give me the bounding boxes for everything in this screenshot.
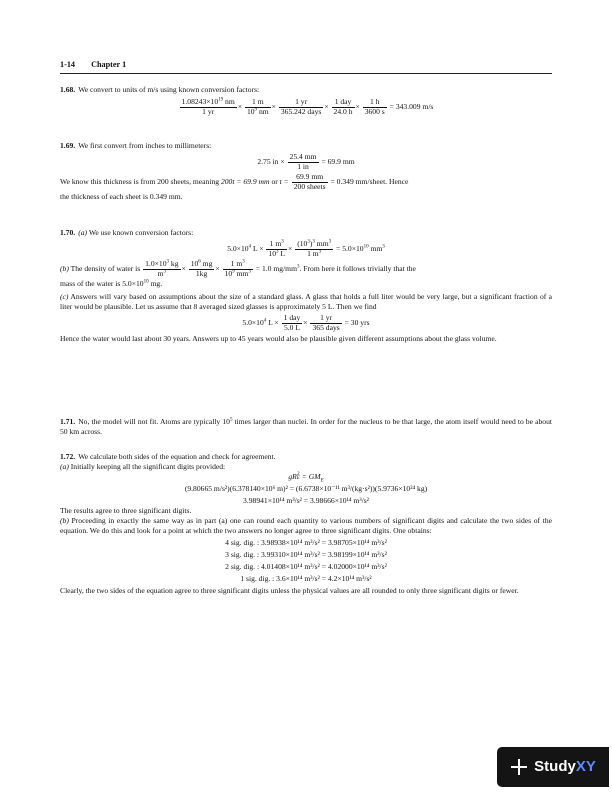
- problem-number: 1.70.: [60, 228, 76, 237]
- brand-name: Study: [534, 758, 576, 776]
- problem-conclusion: Clearly, the two sides of the equation agree to three significant digits unless the physical values are all rounded to only three significant digits or fewer.: [60, 586, 519, 596]
- problem-number: 1.72.: [60, 452, 76, 461]
- problem-number: 1.71.: [60, 417, 76, 426]
- equation-values: (9.80665 m/s²)(6.378140×10⁶ m)² = (6.6738×10⁻¹¹ m³/(kg·s²))(5.9736×10²⁴ kg): [184, 484, 428, 494]
- problem-1-69: [60, 141, 552, 202]
- equation-speed: $\frac{1.08243\times 10^{19} nm}{1 yr}$ × $\frac{1 m}{10^9 nm}$ × $\frac{1 yr}{\text{365.242 days}}$ × $\frac{\text{1 day}}{24.0 h}$ × $\frac{1 h}{3600 s}$ = 343.009 m/s: [181, 97, 434, 116]
- result-text: The results agree to three significant digits.: [60, 506, 192, 516]
- running-head: [60, 60, 552, 74]
- problem-intro: We first convert from inches to millimeters:: [78, 141, 212, 150]
- density-text: (b) The density of water is $\frac{1.0\times 10^3 kg}{m^3}$ × $\frac{10^6 mg}{1kg}$ × $\frac{1 m^3}{10^9 mm^3}$ = 1.0 $mg/mm^3$. From here it follows trivially that the: [60, 259, 416, 279]
- problem-1-68: [60, 85, 552, 116]
- chapter-title: Chapter 1: [91, 60, 127, 69]
- mass-text: mass of the water is $5.0\times 10^{10}$ mg.: [60, 278, 163, 288]
- problem-1-71: 1.71. No, the model will not fit. Atoms are typically $10^5$ times larger than nuclei. In order for the nucleus to be that large, the atom itself would need to be about 50 km across.: [60, 417, 552, 437]
- problem-text: We know this thickness is from 200 sheets, meaning 200t = 69.9 mm or t = $\frac{69.9 mm}{\text{200 sheets}}$ = 0.349 mm/sheet. Hence: [60, 172, 409, 192]
- problem-conclusion: the thickness of each sheet is 0.349 mm.: [60, 191, 183, 201]
- equation-inches: 2.75 in × $\frac{25.4 mm}{1 in}$ = 69.9 mm: [257, 152, 355, 171]
- brand-name-accent: XY: [575, 758, 596, 776]
- assumption-text: (c) Answers will vary based on assumptions about the size of a standard glass. A glass that holds a full liter would be very large, but a significant fraction of a liter would be plausible. Let us assume that 8 averaged sized glasses is approximately 5 L. Then we find: [60, 291, 553, 311]
- sig-dig-row: 1 sig. dig. : 3.6×10¹⁴ m³/s² = 4.2×10¹⁴ m³/s²: [240, 574, 372, 584]
- sig-dig-row: 2 sig. dig. : 4.01408×10¹⁴ m³/s² = 4.02000×10¹⁴ m³/s²: [225, 562, 387, 572]
- equation-gravity: gR 2 E = $GM_E$: [288, 471, 324, 484]
- problem-conclusion: Hence the water would last about 30 years. Answers up to 45 years would also be plausible given different assumptions about the glass volume.: [60, 334, 497, 344]
- problem-number: 1.69.: [60, 141, 76, 150]
- problem-number: 1.68.: [60, 85, 76, 94]
- problem-1-72: 1.72. We calculate both sides of the equation and check for agreement. (a) Initially keeping all the significant digits provided: gR 2 E = $GM_E$ (9.80665 m/s²)(6.378140×10⁶ m)² = (6.6738×10⁻¹¹ m³/(kg·s²))(5.9736×10²⁴ kg) 3.98941×10¹⁴ m³/s² = 3.98666×10¹⁴ m³/s² The results agree to three significant digits. (b) Proceeding in exactly the same way as in part (a) one can round each quantity to various numbers of significant digits and calculate the two sides of the equation. We do this and look for a point at which the two answers no longer agree to three significant digits. One obtains: 4 sig. dig. : 3.98938×10¹⁴ m³/s² = 3.98705×10¹⁴ m³/s² 3 sig. dig. : 3.99310×10¹⁴ m³/s² = 3.98199×10¹⁴ m³/s² 2 sig. dig. : 4.01408×10¹⁴ m³/s² = 4.02000×10¹⁴ m³/s² 1 sig. dig. : 3.6×10¹⁴ m³/s² = 4.2×10¹⁴ m³/s² Clearly, the two sides of the equation agree to three significant digits unless the physical values are all rounded to only three significant digits or fewer.: [60, 452, 552, 596]
- problem-1-70: 1.70. (a) We use known conversion factors: $5.0\times 10^4$ L × $\frac{1 m^3}{10^3 L}$ × $\frac{(10^3)^3 mm^3}{1 m^3}$ = $5.0\times 10^{10}$ $mm^3$ (b) The density of water is $\frac{1.0\times 10^3 kg}{m^3}$ × $\frac{10^6 mg}{1kg}$ × $\frac{1 m^3}{10^9 mm^3}$ = 1.0 $mg/mm^3$. From here it follows trivially that the mass of the water is $5.0\times 10^{10}$ mg. (c) Answers will vary based on assumptions about the size of a standard glass. A glass that holds a full liter would be very large, but a significant fraction of a liter would be plausible. Let us assume that 8 averaged sized glasses is approximately 5 L. Then we find $5.0\times 10^4$ L × $\frac{\text{1 day}}{5.0 L}$ × $\frac{1 yr}{\text{365 days}}$ = 30 yrs Hence the water would last about 30 years. Answers up to 45 years would also be plausible given different assumptions about the glass volume.: [60, 228, 553, 344]
- problem-intro: We convert to units of m/s using known conversion factors:: [78, 85, 260, 94]
- sig-dig-row: 4 sig. dig. : 3.98938×10¹⁴ m³/s² = 3.98705×10¹⁴ m³/s²: [225, 538, 387, 548]
- equation-volume: $5.0\times 10^4$ L × $\frac{1 m^3}{10^3 L}$ × $\frac{(10^3)^3 mm^3}{1 m^3}$ = $5.0\times 10^{10}$ $mm^3$: [227, 239, 385, 258]
- equation-duration: $5.0\times 10^4$ L × $\frac{\text{1 day}}{5.0 L}$ × $\frac{1 yr}{\text{365 days}}$ = 30 yrs: [242, 312, 370, 332]
- equation-result: = 343.009 m/s: [389, 101, 434, 111]
- studyxy-logo[interactable]: [497, 747, 609, 787]
- equation-result: 3.98941×10¹⁴ m³/s² = 3.98666×10¹⁴ m³/s²: [243, 496, 369, 506]
- plus-icon: [510, 758, 528, 776]
- sig-dig-row: 3 sig. dig. : 3.99310×10¹⁴ m³/s² = 3.98199×10¹⁴ m³/s²: [225, 550, 387, 560]
- page-number: 1-14: [60, 60, 76, 69]
